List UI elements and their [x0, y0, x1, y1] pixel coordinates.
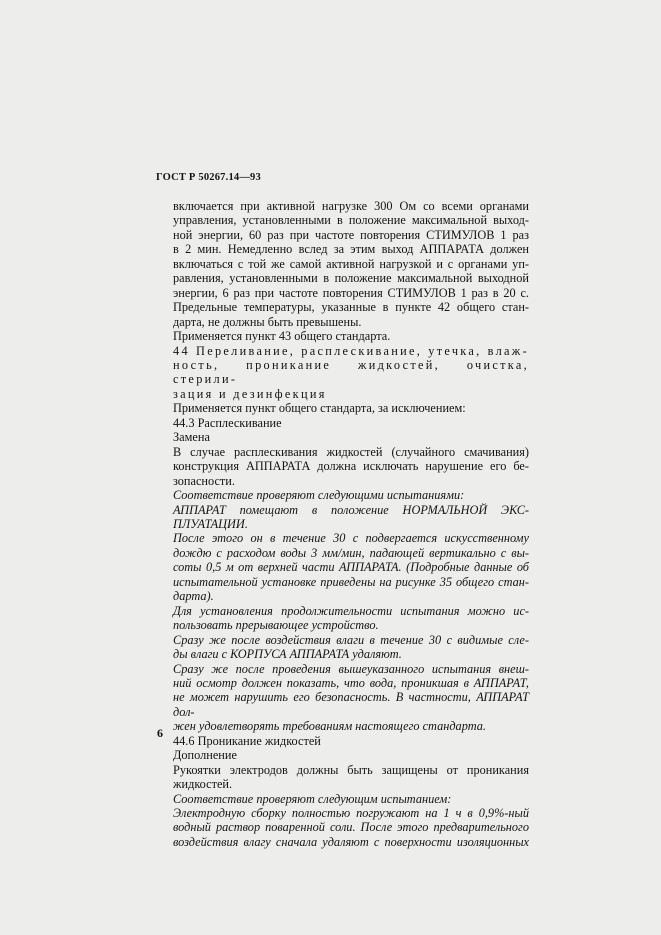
text-line: дождю с расходом воды 3 мм/мин, падающей вертикально с вы-: [173, 545, 529, 560]
text-line: энергии, 6 раз при частоте повторения СТИМУЛОВ 1 раз в 20 с.: [173, 285, 529, 300]
text-line: дарта, не должны быть превышены.: [173, 314, 362, 329]
text-line: Соответствие проверяют следующими испытаниями:: [173, 488, 465, 503]
text-line: равления, установленными в положение максимальной выходной: [173, 271, 529, 286]
text-line: ний осмотр должен показать, что вода, проникшая в АППАРАТ,: [173, 675, 529, 690]
text-line: Замена: [173, 430, 210, 445]
text-line: пользовать прерывающее устройство.: [173, 618, 379, 633]
text-line: Применяется пункт 43 общего стандарта.: [173, 329, 391, 344]
text-line: Дополнение: [173, 748, 237, 763]
text-line: включаться с той же самой активной нагрузкой и с органами уп-: [173, 256, 529, 271]
text-line: соты 0,5 м от верхней части АППАРАТА. (Подробные данные об: [173, 560, 529, 575]
text-line: Сразу же после проведения вышеуказанного испытания внеш-: [173, 661, 529, 676]
text-line: зопасности.: [173, 473, 235, 488]
text-line: водный раствор поваренной соли. После этого предварительного: [173, 820, 529, 835]
text-line: Применяется пункт общего стандарта, за исключением:: [173, 401, 466, 416]
text-line: управления, установленными в положение максимальной выход-: [173, 213, 529, 228]
text-line: испытательной установке приведены на рисунке 35 общего стан-: [173, 574, 529, 589]
text-line: Сразу же после воздействия влаги в течение 30 с видимые сле-: [173, 632, 529, 647]
text-line: Предельные температуры, указанные в пункте 42 общего стан-: [173, 300, 529, 315]
text-line: 44 Переливание, расплескивание, утечка, влаж-: [173, 343, 529, 358]
text-line: ПЛУАТАЦИИ.: [173, 516, 248, 531]
text-line: не может нарушить его безопасность. В частности, АППАРАТ дол-: [173, 690, 529, 719]
text-line: 44.6 Проникание жидкостей: [173, 733, 321, 748]
text-line: Электродную сборку полностью погружают на 1 ч в 0,9%-ный: [173, 806, 529, 821]
text-line: Соответствие проверяют следующим испытанием:: [173, 791, 452, 806]
text-line: жидкостей.: [173, 777, 233, 792]
text-line: ность, проникание жидкостей, очистка, стерили-: [173, 357, 529, 387]
text-line: жен удовлетворять требованиям настоящего стандарта.: [173, 719, 486, 734]
text-line: включается при активной нагрузке 300 Ом со всеми органами: [173, 199, 529, 213]
page-number: 6: [157, 726, 163, 740]
text-line: воздействия влагу сначала удаляют с поверхности изоляционных: [173, 834, 529, 849]
text-line: в 2 мин. Немедленно вслед за этим выход АППАРАТА должен: [173, 242, 529, 257]
text-line: зация и дезинфекция: [173, 386, 327, 401]
text-line: В случае расплескивания жидкостей (случайного смачивания): [173, 444, 529, 459]
text-line: Для установления продолжительности испытания можно ис-: [173, 603, 529, 618]
text-line: дарта).: [173, 589, 214, 604]
text-line: После этого он в течение 30 с подвергается искусственному: [173, 531, 529, 546]
text-line: ды влаги с КОРПУСА АППАРАТА удаляют.: [173, 647, 402, 662]
text-line: конструкция АППАРАТА должна исключать нарушение его бе-: [173, 459, 529, 474]
text-line: ной энергии, 60 раз при частоте повторения СТИМУЛОВ 1 раз: [173, 227, 529, 242]
standard-header: ГОСТ Р 50267.14—93: [156, 172, 261, 183]
text-line: 44.3 Расплескивание: [173, 415, 282, 430]
body-text: [173, 199, 529, 849]
text-line: АППАРАТ помещают в положение НОРМАЛЬНОЙ ЭКС-: [173, 502, 529, 517]
text-line: Рукоятки электродов должны быть защищены от проникания: [173, 762, 529, 777]
